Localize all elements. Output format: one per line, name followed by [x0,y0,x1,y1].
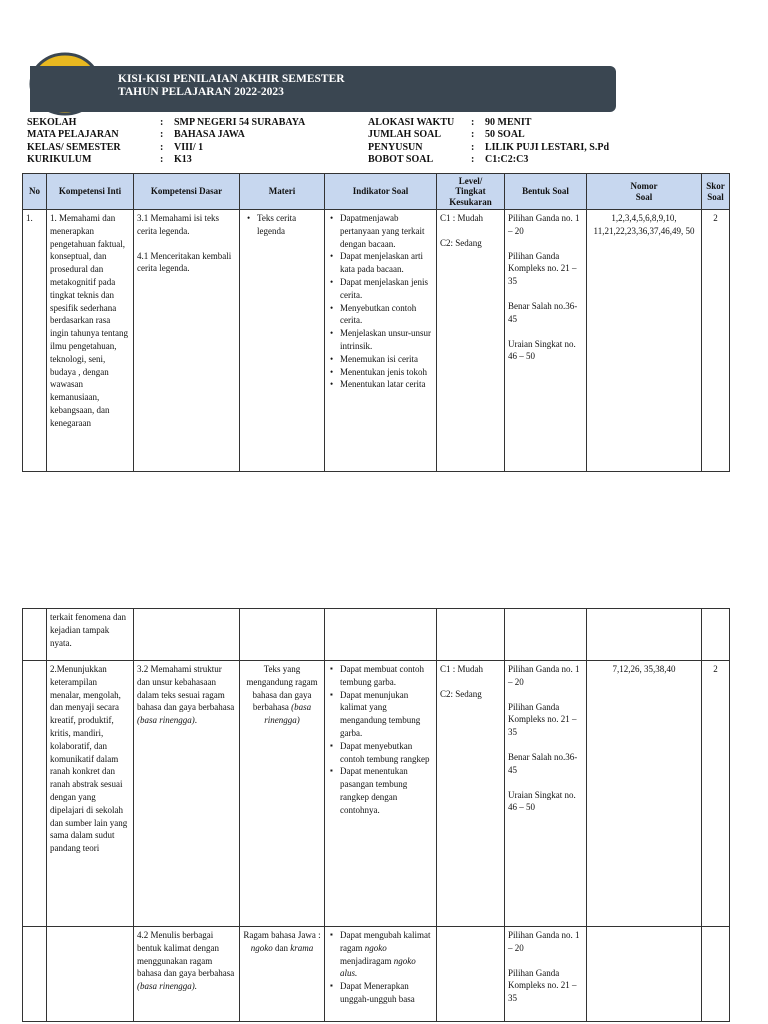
table-row [23,609,730,661]
col-header-nomor: Nomor Soal [587,174,702,210]
info-row-mapel: MATA PELAJARAN : BAHASA JAWA [27,129,245,141]
cell-kd: 4.2 Menulis berbagai bentuk kalimat dengan menggunakan ragam bahasa dan gaya berbahasa (basa rinengga). [134,927,240,1022]
col-header-materi: Materi [240,174,325,210]
table-row [23,210,730,472]
cell-level: C1 : Mudah C2: Sedang [437,661,505,927]
cell-indikator: • Dapatmenjawab pertanyaan yang terkait dengan bacaan. • Dapat menjelaskan arti kata pada bacaan. • Dapat menjelaskan jenis cerita. • Menyebutkan contoh cerita. • Menjelaskan unsur-unsur intrinsik. • Menemukan isi cerita • Menentukan jenis tokoh • Menentukan latar cerita [325,210,437,472]
col-header-indikator: Indikator Soal [325,174,437,210]
info-left [27,117,305,166]
title-line-1: KISI-KISI PENILAIAN AKHIR SEMESTER [118,73,345,85]
col-header-skor: Skor Soal [702,174,730,210]
cell-materi: Ragam bahasa Jawa : ngoko dan krama [240,927,325,1022]
col-header-kd: Kompetensi Dasar [134,174,240,210]
col-header-no: No [23,174,47,210]
info-row-sekolah: SEKOLAH : SMP NEGERI 54 SURABAYA [27,117,306,128]
cell-no: 1. [23,210,47,472]
cell-indikator: ▪ Dapat mengubah kalimat ragam ngoko menjadiragam ngoko alus. ▪ Dapat Menerapkan unggah-ungguh basa [325,927,437,1022]
cell-kd: 3.2 Memahami struktur dan unsur kebahasaan dalam teks sesuai ragam bahasa dan gaya berbahasa (basa rinengga). [134,661,240,927]
document-title [118,73,345,99]
cell-materi: • Teks cerita legenda [240,210,325,472]
info-row-alokasi: ALOKASI WAKTU : 90 MENIT [368,117,532,128]
title-line-2: TAHUN PELAJARAN 2022-2023 [118,86,284,98]
cell-ki: 1. Memahami dan menerapkan pengetahuan faktual, konseptual, dan prosedural dan metakognitif pada tingkat teknis dan spesifik sederhana berdasarkan rasa ingin tahunya tentang ilmu pengetahuan, teknologi, seni, budaya , dengan wawasan kemanusiaan, kebangsaan, dan kenegaraan [47,210,134,472]
cell-nomor: 1,2,3,4,5,6,8,9,10, 11,21,22,23,36,37,46,49, 50 [587,210,702,472]
cell-bentuk: Pilihan Ganda no. 1 – 20 Pilihan Ganda Kompleks no. 21 – 35 [505,927,587,1022]
info-row-penyusun: PENYUSUN : LILIK PUJI LESTARI, S.Pd [368,141,610,153]
cell-ki: terkait fenomena dan kejadian tampak nyata. [47,609,134,661]
table-row [23,661,730,927]
info-row-kurikulum: KURIKULUM : K13 [27,153,192,165]
info-row-bobot: BOBOT SOAL : C1:C2:C3 [368,153,529,165]
col-header-bentuk: Bentuk Soal [505,174,587,210]
cell-indikator: ▪ Dapat membuat contoh tembung garba. ▪ Dapat menunjukan kalimat yang mengandung tembung garba. ▪ Dapat menyebutkan contoh tembung rangkep ▪ Dapat menentukan pasangan tembung rangkep dengan contohnya. [325,661,437,927]
cell-bentuk: Pilihan Ganda no. 1 – 20 Pilihan Ganda Kompleks no. 21 – 35 Benar Salah no.36-45 Uraian Singkat no. 46 – 50 [505,210,587,472]
col-header-level: Level/ Tingkat Kesukaran [437,174,505,210]
cell-ki: 2.Menunjukkan keterampilan menalar, mengolah, dan menyaji secara kreatif, produktif, kritis, mandiri, kolaboratif, dan komunikatif dalam ranah konkret dan ranah abstrak sesuai dengan yang dipelajari di sekolah dan sumber lain yang sama dalam sudut pandang teori [47,661,134,927]
table-header-row [23,174,730,210]
cell-level: C1 : Mudah C2: Sedang [437,210,505,472]
cell-skor: 2 [702,210,730,472]
cell-kd: 3.1 Memahami isi teks cerita legenda. 4.1 Menceritakan kembali cerita legenda. [134,210,240,472]
info-row-jumlah: JUMLAH SOAL : 50 SOAL [368,129,525,141]
info-right [368,117,609,166]
table-row [23,927,730,1022]
cell-nomor: 7,12,26, 35,38,40 [587,661,702,927]
cell-skor: 2 [702,661,730,927]
cell-bentuk: Pilihan Ganda no. 1 – 20 Pilihan Ganda Kompleks no. 21 – 35 Benar Salah no.36-45 Uraian Singkat no. 46 – 50 [505,661,587,927]
info-row-kelas: KELAS/ SEMESTER : VIII/ 1 [27,141,204,153]
kisi-kisi-table [22,173,730,472]
col-header-ki: Kompetensi Inti [47,174,134,210]
cell-materi: Teks yang mengandung ragam bahasa dan gaya berbahasa (basa rinengga) [240,661,325,927]
kisi-kisi-table-continued [22,608,730,1022]
